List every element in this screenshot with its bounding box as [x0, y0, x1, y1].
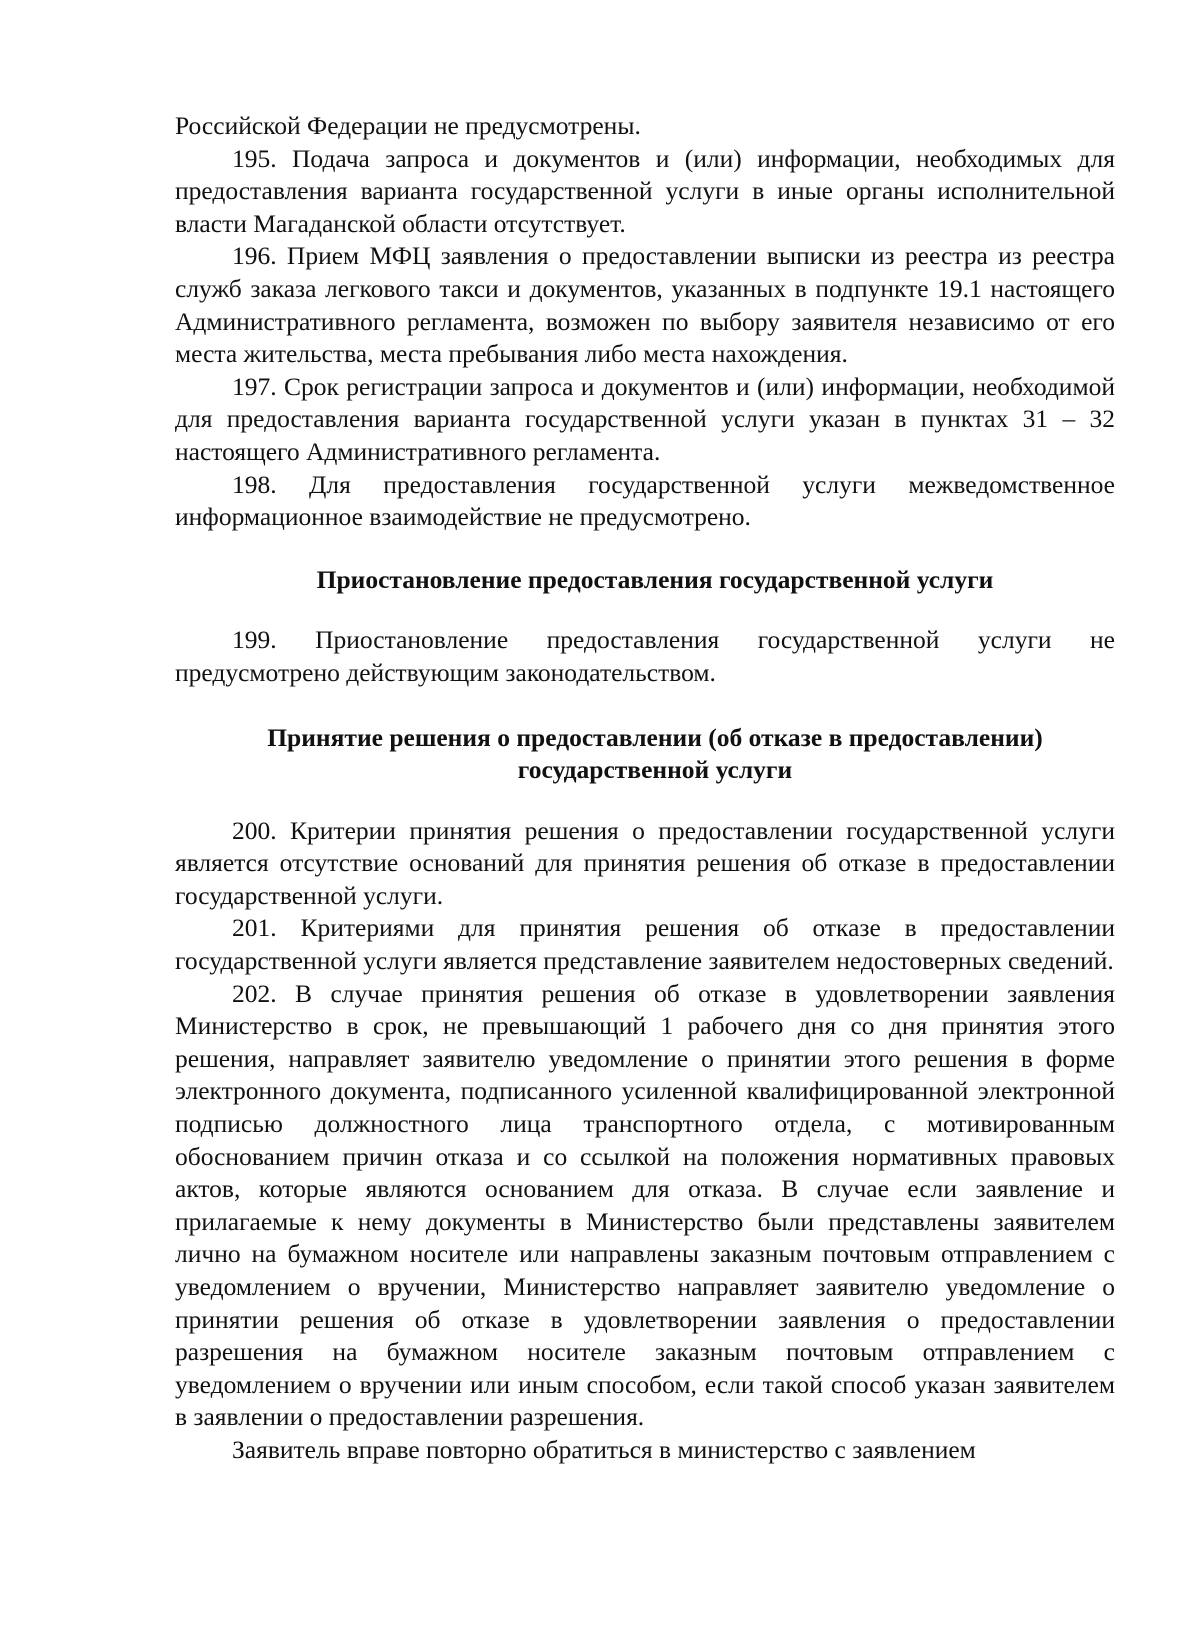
heading-suspension: Приостановление предоставления государственной услуги — [316, 564, 994, 594]
paragraph-200: 200. Критерии принятия решения о предоставлении государственной услуги является отсутствие оснований для принятия решения об отказе в предоставлении государственной услуги. — [175, 815, 1115, 910]
paragraph-201: 201. Критериями для принятия решения об отказе в предоставлении государственной услуги является представление заявителем недостоверных сведений. — [175, 913, 1115, 976]
paragraph-202: 202. В случае принятия решения об отказе в удовлетворении заявления Министерство в срок, не превышающий 1 рабочего дня со дня принятия этого решения, направляет заявителю уведомление о принятии этого решения в форме электронного документа, подписанного усиленной квалифицированной электронной подписью должностного лица транспортного отдела, с мотивированным обоснованием причин отказа и со ссылкой на положения нормативных правовых актов, которые являются основанием для отказа. В случае если заявление и прилагаемые к нему документы в Министерство были представлены заявителем лично на бумажном носителе или направлены заказным почтовым отправлением с уведомлением о вручении, Министерство направляет заявителю уведомление о принятии решения об отказе в удовлетворении заявления о предоставлении разрешения на бумажном носителе заказным почтовым отправлением с уведомлением о вручении или иным способом, если такой способ указан заявителем в заявлении о предоставлении разрешения. — [175, 978, 1115, 1432]
paragraph-197: 197. Срок регистрации запроса и документов и (или) информации, необходимой для предоставления варианта государственной услуги указан в пунктах 31 – 32 настоящего Административного регламента. — [175, 371, 1115, 466]
paragraph-195: 195. Подача запроса и документов и (или) информации, необходимых для предоставления варианта государственной услуги в иные органы исполнительной власти Магаданской области отсутствует. — [175, 143, 1115, 238]
paragraph-continuation: Российской Федерации не предусмотрены. — [175, 111, 641, 140]
paragraph-196: 196. Прием МФЦ заявления о предоставлении выписки из реестра из реестра служб заказа легкового такси и документов, указанных в подпункте 19.1 настоящего Административного регламента, возможен по выбору заявителя независимо от его места жительства, места пребывания либо места нахождения. — [175, 241, 1115, 369]
paragraph-last: Заявитель вправе повторно обратиться в министерство с заявлением — [232, 1434, 976, 1464]
heading-decision-line-2: государственной услуги — [517, 755, 793, 785]
paragraph-198: 198. Для предоставления государственной услуги межведомственное информационное взаимодействие не предусмотрено. — [175, 469, 1115, 532]
heading-decision — [175, 722, 1115, 787]
document-body — [175, 110, 1115, 1467]
heading-decision-line-1: Принятие решения о предоставлении (об отказе в предоставлении) — [267, 722, 1043, 752]
paragraph-199: 199. Приостановление предоставления государственной услуги не предусмотрено действующим законодательством. — [175, 625, 1115, 687]
